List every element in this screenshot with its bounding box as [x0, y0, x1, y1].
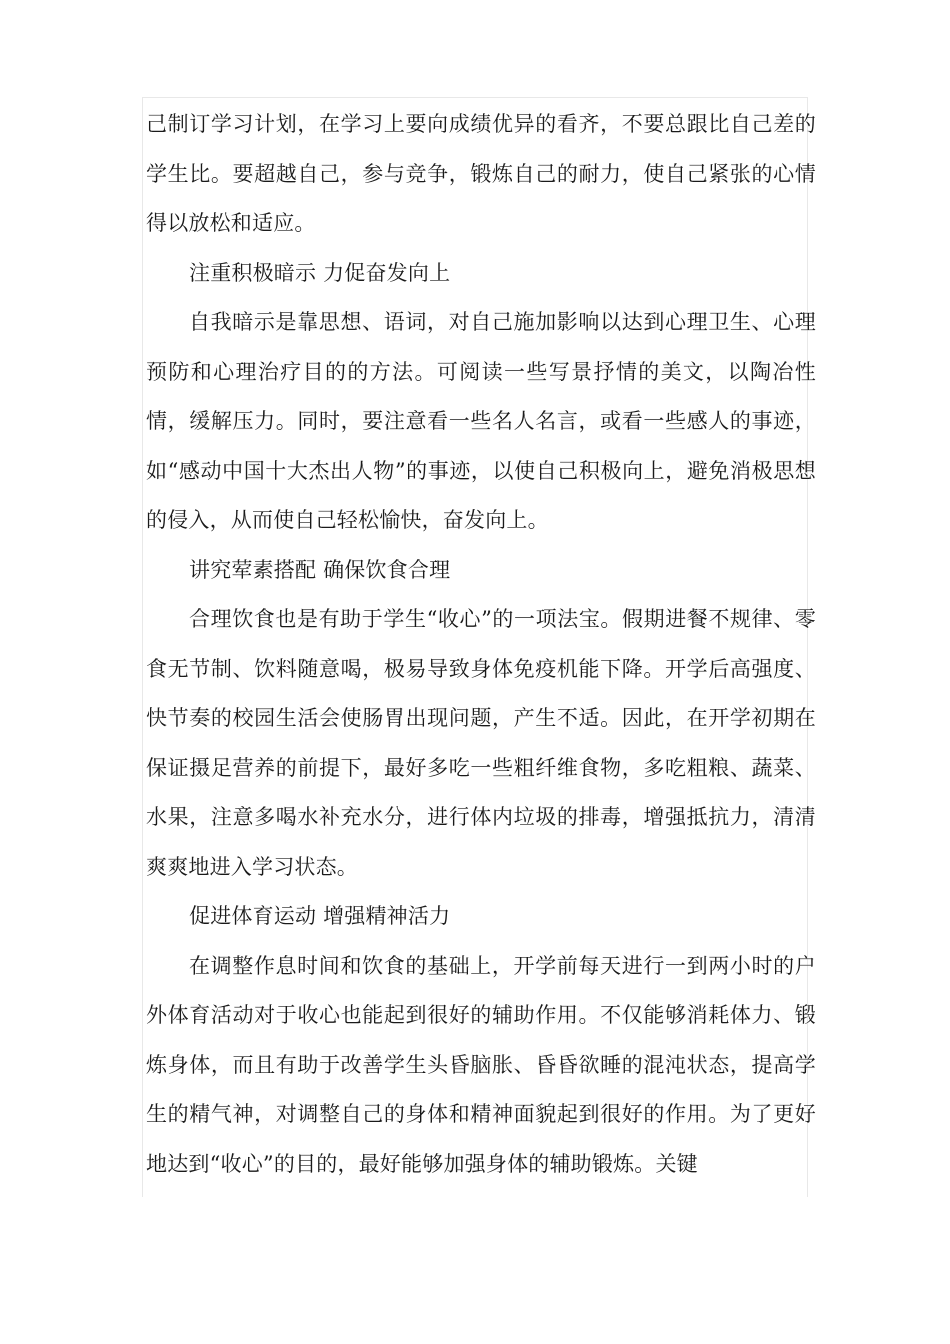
- section-heading-diet: 讲究荤素搭配 确保饮食合理: [189, 557, 451, 582]
- paragraph-diet: 合理饮食也是有助于学生“收心”的一项法宝。假期进餐不规律、零食无节制、饮料随意喝，极易导致身体免疫机能下降。开学后高强度、快节奏的校园生活会使肠胃出现问题，产生不适。因此，在开学初期在保证摄足营养的前提下，最好多吃一些粗纤维食物，多吃粗粮、蔬菜、水果，注意多喝水补充水分，进行体内垃圾的排毒，增强抵抗力，清清爽爽地进入学习状态。: [146, 607, 816, 879]
- document-body: [146, 100, 816, 1189]
- section-heading-exercise: 促进体育运动 增强精神活力: [189, 904, 451, 928]
- paragraph-continuation: 己制订学习计划，在学习上要向成绩优异的看齐，不要总跟比自己差的学生比。要超越自己，参与竞争，锻炼自己的耐力，使自己紧张的心情得以放松和适应。: [146, 112, 816, 235]
- paragraph-exercise: 在调整作息时间和饮食的基础上，开学前每天进行一到两小时的户外体育活动对于收心也能起到很好的辅助作用。不仅能够消耗体力、锻炼身体，而且有助于改善学生头昏脑胀、昏昏欲睡的混沌状态，提高学生的精气神，对调整自己的身体和精神面貌起到很好的作用。为了更好地达到“收心”的目的，最好能够加强身体的辅助锻炼。关键: [146, 953, 816, 1176]
- paragraph-self-suggestion: 自我暗示是靠思想、语词，对自己施加影响以达到心理卫生、心理预防和心理治疗目的的方法。可阅读一些写景抒情的美文，以陶冶性情，缓解压力。同时，要注意看一些名人名言，或看一些感人的事迹，如“感动中国十大杰出人物”的事迹，以使自己积极向上，避免消极思想的侵入，从而使自己轻松愉快，奋发向上。: [146, 310, 816, 532]
- section-heading-positive-suggestion: 注重积极暗示 力促奋发向上: [189, 260, 451, 285]
